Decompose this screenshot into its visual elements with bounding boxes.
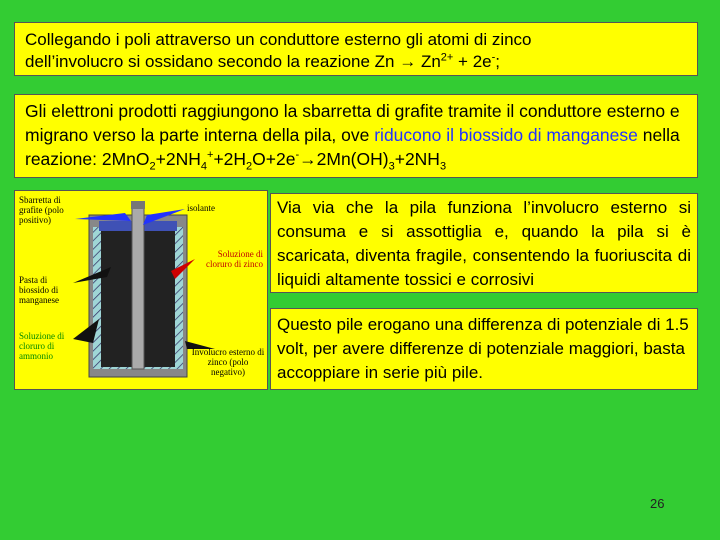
consumption-paragraph: Via via che la pila funziona l’involucro esterno si consuma e si assottiglia e, quando la pila si è scaricata, diventa fragile, consentendo la fuoriuscita di liquidi altamente tossici e corrosivi xyxy=(270,193,698,293)
intro-line-1: Collegando i poli attraverso un conduttore esterno gli atomi di zinco xyxy=(25,30,532,49)
label-graphite-rod: Sbarretta di grafite (polo positivo) xyxy=(19,195,64,225)
voltage-paragraph: Questo pile erogano una differenza di potenziale di 1.5 volt, per avere differenze di potenziale maggiori, basta accoppiare in serie più pile. xyxy=(270,308,698,390)
intro-paragraph xyxy=(14,22,698,76)
rod-cap xyxy=(131,201,145,209)
label-manganese: Pasta di biossido di manganese xyxy=(19,275,59,305)
highlight-text: riducono il biossido di manganese xyxy=(374,125,638,145)
page-number: 26 xyxy=(650,496,665,511)
label-ammonium: Soluzione di cloruro di ammonio xyxy=(19,331,65,361)
label-zinc-chloride: Soluzione di cloruro di zinco xyxy=(206,249,263,269)
electrons-paragraph: Gli elettroni prodotti raggiungono la sbarretta di grafite tramite il conduttore esterno e migrano verso la parte interna della pila, ove riducono il biossido di manganese nella reazione: $2MnO_2+2NH_4^++2H_2O+2e^-\to 2Mn(OH)_3+2NH_3$ xyxy=(14,94,698,178)
label-casing: Involucro esterno di zinco (polo negativo) xyxy=(191,347,265,377)
graphite-rod xyxy=(132,205,144,369)
label-insulator: isolante xyxy=(187,203,215,213)
intro-line-2: dell’involucro si ossidano secondo la reazione $Zn \to Zn^{2+} + 2e^-$; xyxy=(25,51,501,71)
battery-diagram xyxy=(14,190,268,390)
